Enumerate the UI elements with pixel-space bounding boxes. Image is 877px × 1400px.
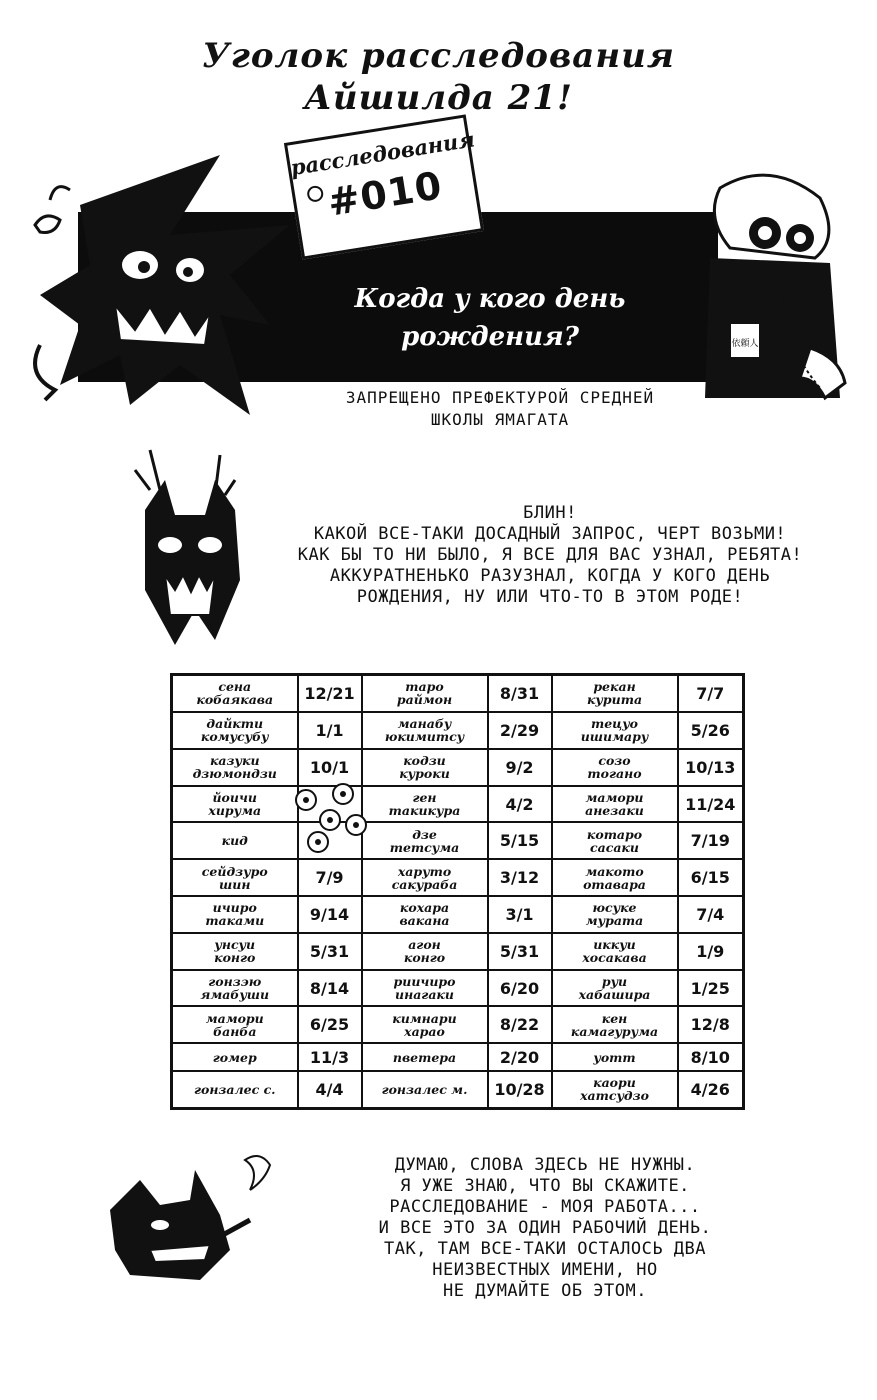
name-cell xyxy=(172,1043,298,1071)
name-line: ишимару xyxy=(580,729,649,745)
name-cell xyxy=(172,786,298,823)
date-cell: 10/28 xyxy=(488,1071,552,1109)
name-line: конго xyxy=(403,950,446,966)
date-cell: 1/25 xyxy=(678,970,744,1007)
name-line: ичиро xyxy=(212,900,257,916)
name-cell xyxy=(552,933,678,970)
name-line: кид xyxy=(221,833,248,849)
name-line: анезаки xyxy=(585,803,644,818)
outro-line: И ВСЕ ЭТО ЗА ОДИН РАБОЧИЙ ДЕНЬ. xyxy=(378,1218,712,1238)
date-cell: 11/3 xyxy=(298,1043,362,1071)
name-line: комусубу xyxy=(200,729,269,745)
outro-line: ДУМАЮ, СЛОВА ЗДЕСЬ НЕ НУЖНЫ. xyxy=(394,1155,696,1175)
table-row xyxy=(172,1043,744,1071)
name-cell xyxy=(552,786,678,823)
date-cell: 11/24 xyxy=(678,786,744,823)
name-line: казуки xyxy=(209,753,260,769)
name-line: мурата xyxy=(585,913,644,929)
devil-mascot-icon xyxy=(20,145,310,430)
table-row xyxy=(172,786,744,823)
name-cell xyxy=(362,859,488,896)
name-line: таро xyxy=(405,679,444,695)
name-cell xyxy=(362,675,488,712)
date-cell: 8/10 xyxy=(678,1043,744,1071)
name-line: гонзалес с. xyxy=(193,1081,276,1097)
name-cell xyxy=(552,712,678,749)
name-cell xyxy=(172,675,298,712)
date-cell: 7/7 xyxy=(678,675,744,712)
date-cell: 8/14 xyxy=(298,970,362,1007)
name-line: ген xyxy=(412,790,437,805)
tag-label: расследования xyxy=(288,126,477,181)
name-cell xyxy=(172,712,298,749)
date-cell: 12/8 xyxy=(678,1006,744,1043)
date-cell: 7/9 xyxy=(298,859,362,896)
tag-number: #010 xyxy=(324,163,446,225)
name-line: кохара xyxy=(399,900,450,916)
date-cell: 6/15 xyxy=(678,859,744,896)
date-cell: 7/19 xyxy=(678,822,744,859)
name-line: юсуке xyxy=(592,900,637,916)
date-cell: 8/22 xyxy=(488,1006,552,1043)
name-cell xyxy=(362,822,488,859)
name-cell xyxy=(362,970,488,1007)
date-cell: 4/26 xyxy=(678,1071,744,1109)
name-line: вакана xyxy=(399,913,450,929)
name-line: созо xyxy=(598,753,631,769)
name-line: инагаки xyxy=(395,987,454,1003)
name-line: йоичи xyxy=(212,790,258,805)
name-line: макото xyxy=(585,863,644,879)
name-cell xyxy=(552,822,678,859)
name-line: хирума xyxy=(208,803,262,818)
name-line: куроки xyxy=(399,766,450,782)
name-cell xyxy=(172,749,298,786)
table-row xyxy=(172,1006,744,1043)
name-line: агон xyxy=(408,937,441,953)
name-cell xyxy=(552,675,678,712)
date-cell: 1/1 xyxy=(298,712,362,749)
name-line: сакураба xyxy=(391,876,458,892)
name-line: уотт xyxy=(593,1049,636,1065)
name-line: харао xyxy=(404,1023,445,1039)
name-line: тетсума xyxy=(389,839,460,855)
name-cell xyxy=(552,1006,678,1043)
subtitle-line2: ШКОЛЫ ЯМАГАТА xyxy=(430,410,570,429)
name-line: дзюмондзи xyxy=(192,766,277,782)
name-line: таками xyxy=(205,913,265,929)
table-row xyxy=(172,896,744,933)
table-row xyxy=(172,970,744,1007)
name-line: дзе xyxy=(412,826,437,842)
name-line: тецуо xyxy=(590,716,639,732)
date-cell: 12/21 xyxy=(298,675,362,712)
date-cell: 5/26 xyxy=(678,712,744,749)
table-row xyxy=(172,859,744,896)
name-line: мамори xyxy=(585,790,644,805)
date-cell: 10/13 xyxy=(678,749,744,786)
sticker-text: 依頼人 xyxy=(731,339,759,349)
banner-line2: рождения? xyxy=(401,322,579,352)
table-row xyxy=(172,712,744,749)
name-line: рекан xyxy=(593,679,636,695)
outro-line: ТАК, ТАМ ВСЕ-ТАКИ ОСТАЛОСЬ ДВА xyxy=(383,1239,707,1259)
name-cell xyxy=(552,896,678,933)
explosion-icon xyxy=(288,780,373,862)
name-line: каори xyxy=(593,1075,636,1091)
date-cell: 8/31 xyxy=(488,675,552,712)
name-line: мамори xyxy=(205,1010,264,1026)
table-row xyxy=(172,749,744,786)
gasmask-character-icon xyxy=(690,168,865,413)
name-line: отавара xyxy=(583,876,646,892)
name-cell xyxy=(552,749,678,786)
date-cell: 5/15 xyxy=(488,822,552,859)
table-row xyxy=(172,822,744,859)
name-line: такикура xyxy=(388,803,461,818)
name-line: шин xyxy=(219,876,251,892)
name-line: раймон xyxy=(396,692,453,708)
name-line: хабашира xyxy=(578,987,651,1003)
name-line: хатсудзо xyxy=(580,1088,649,1104)
date-cell: 4/2 xyxy=(488,786,552,823)
intro-text xyxy=(250,503,850,608)
date-cell: 3/1 xyxy=(488,896,552,933)
birthday-table xyxy=(170,673,745,1110)
name-line: юкимитсу xyxy=(384,729,465,745)
name-line: котаро xyxy=(586,826,643,842)
date-cell: 3/12 xyxy=(488,859,552,896)
name-line: гомер xyxy=(212,1049,257,1065)
date-cell: 7/4 xyxy=(678,896,744,933)
name-cell xyxy=(362,786,488,823)
name-line: хосакава xyxy=(582,950,647,966)
page-title-line1: Уголок расследования xyxy=(202,36,675,76)
name-cell xyxy=(172,896,298,933)
name-line: сасаки xyxy=(590,839,639,855)
date-cell: 4/4 xyxy=(298,1071,362,1109)
name-cell xyxy=(362,1006,488,1043)
name-line: банба xyxy=(213,1023,257,1039)
outro-line: Я УЖЕ ЗНАЮ, ЧТО ВЫ СКАЖИТЕ. xyxy=(400,1176,690,1196)
name-line: руи xyxy=(601,974,628,990)
date-cell: 5/31 xyxy=(488,933,552,970)
outro-text xyxy=(330,1155,760,1302)
name-cell xyxy=(172,859,298,896)
name-line: кобаякава xyxy=(196,692,274,708)
subtitle-line1: ЗАПРЕЩЕНО ПРЕФЕКТУРОЙ СРЕДНЕЙ xyxy=(345,388,655,407)
name-line: гонзалес м. xyxy=(381,1081,468,1097)
name-line: тогано xyxy=(587,766,642,782)
name-line: кодзи xyxy=(403,753,446,769)
name-cell xyxy=(362,749,488,786)
date-cell: 5/31 xyxy=(298,933,362,970)
name-line: курита xyxy=(586,692,643,708)
name-cell xyxy=(172,933,298,970)
name-cell xyxy=(172,970,298,1007)
name-cell xyxy=(362,896,488,933)
banner-question xyxy=(300,280,680,356)
intro-line: КАК БЫ ТО НИ БЫЛО, Я ВСЕ ДЛЯ ВАС УЗНАЛ, РЕБЯТА! xyxy=(297,545,803,565)
name-cell xyxy=(362,1043,488,1071)
name-cell xyxy=(172,1006,298,1043)
date-cell: 6/20 xyxy=(488,970,552,1007)
intro-line: КАКОЙ ВСЕ-ТАКИ ДОСАДНЫЙ ЗАПРОС, ЧЕРТ ВОЗЬМИ! xyxy=(313,524,787,544)
name-cell xyxy=(552,859,678,896)
date-cell: 1/9 xyxy=(678,933,744,970)
date-cell: 2/20 xyxy=(488,1043,552,1071)
outro-line: НЕИЗВЕСТНЫХ ИМЕНИ, НО xyxy=(432,1260,658,1280)
name-cell xyxy=(172,822,298,859)
name-line: иккуи xyxy=(593,937,636,953)
table-row xyxy=(172,933,744,970)
date-cell: 6/25 xyxy=(298,1006,362,1043)
name-cell xyxy=(362,1071,488,1109)
name-line: харуто xyxy=(397,863,452,879)
outro-line: РАССЛЕДОВАНИЕ - МОЯ РАБОТА... xyxy=(389,1197,701,1217)
banner-line1: Когда у кого день xyxy=(354,284,626,314)
flaming-devil-icon xyxy=(115,440,265,660)
outro-line: НЕ ДУМАЙТЕ ОБ ЭТОМ. xyxy=(443,1281,647,1301)
name-line: дайкти xyxy=(206,716,264,732)
name-cell xyxy=(552,1071,678,1109)
intro-line: РОЖДЕНИЯ, НУ ИЛИ ЧТО-ТО В ЭТОМ РОДЕ! xyxy=(356,587,744,607)
table-row xyxy=(172,1071,744,1109)
name-cell xyxy=(552,970,678,1007)
date-cell: 10/1 xyxy=(298,749,362,786)
date-cell: 9/2 xyxy=(488,749,552,786)
name-cell xyxy=(552,1043,678,1071)
name-cell xyxy=(362,712,488,749)
page-title-line2: Айшилда 21! xyxy=(304,78,573,118)
name-line: сейдзуро xyxy=(201,863,268,879)
name-line: конго xyxy=(214,950,256,966)
name-line: кен xyxy=(601,1010,628,1026)
intro-line: БЛИН! xyxy=(523,503,577,523)
date-cell: 9/14 xyxy=(298,896,362,933)
intro-line: АККУРАТНЕНЬКО РАЗУЗНАЛ, КОГДА У КОГО ДЕНЬ xyxy=(329,566,771,586)
name-cell xyxy=(172,1071,298,1109)
date-cell: 2/29 xyxy=(488,712,552,749)
name-line: унсуи xyxy=(214,937,256,953)
name-line: пветера xyxy=(392,1049,457,1065)
name-line: манабу xyxy=(397,716,452,732)
name-line: гонзэю xyxy=(208,974,262,990)
name-line: риичиро xyxy=(393,974,456,990)
smoking-devil-icon xyxy=(100,1150,280,1290)
name-line: кимнари xyxy=(392,1010,457,1026)
name-cell xyxy=(362,933,488,970)
table-row xyxy=(172,675,744,712)
name-line: камагурума xyxy=(570,1023,659,1039)
name-line: сена xyxy=(218,679,252,695)
name-line: ямабуши xyxy=(200,987,270,1003)
